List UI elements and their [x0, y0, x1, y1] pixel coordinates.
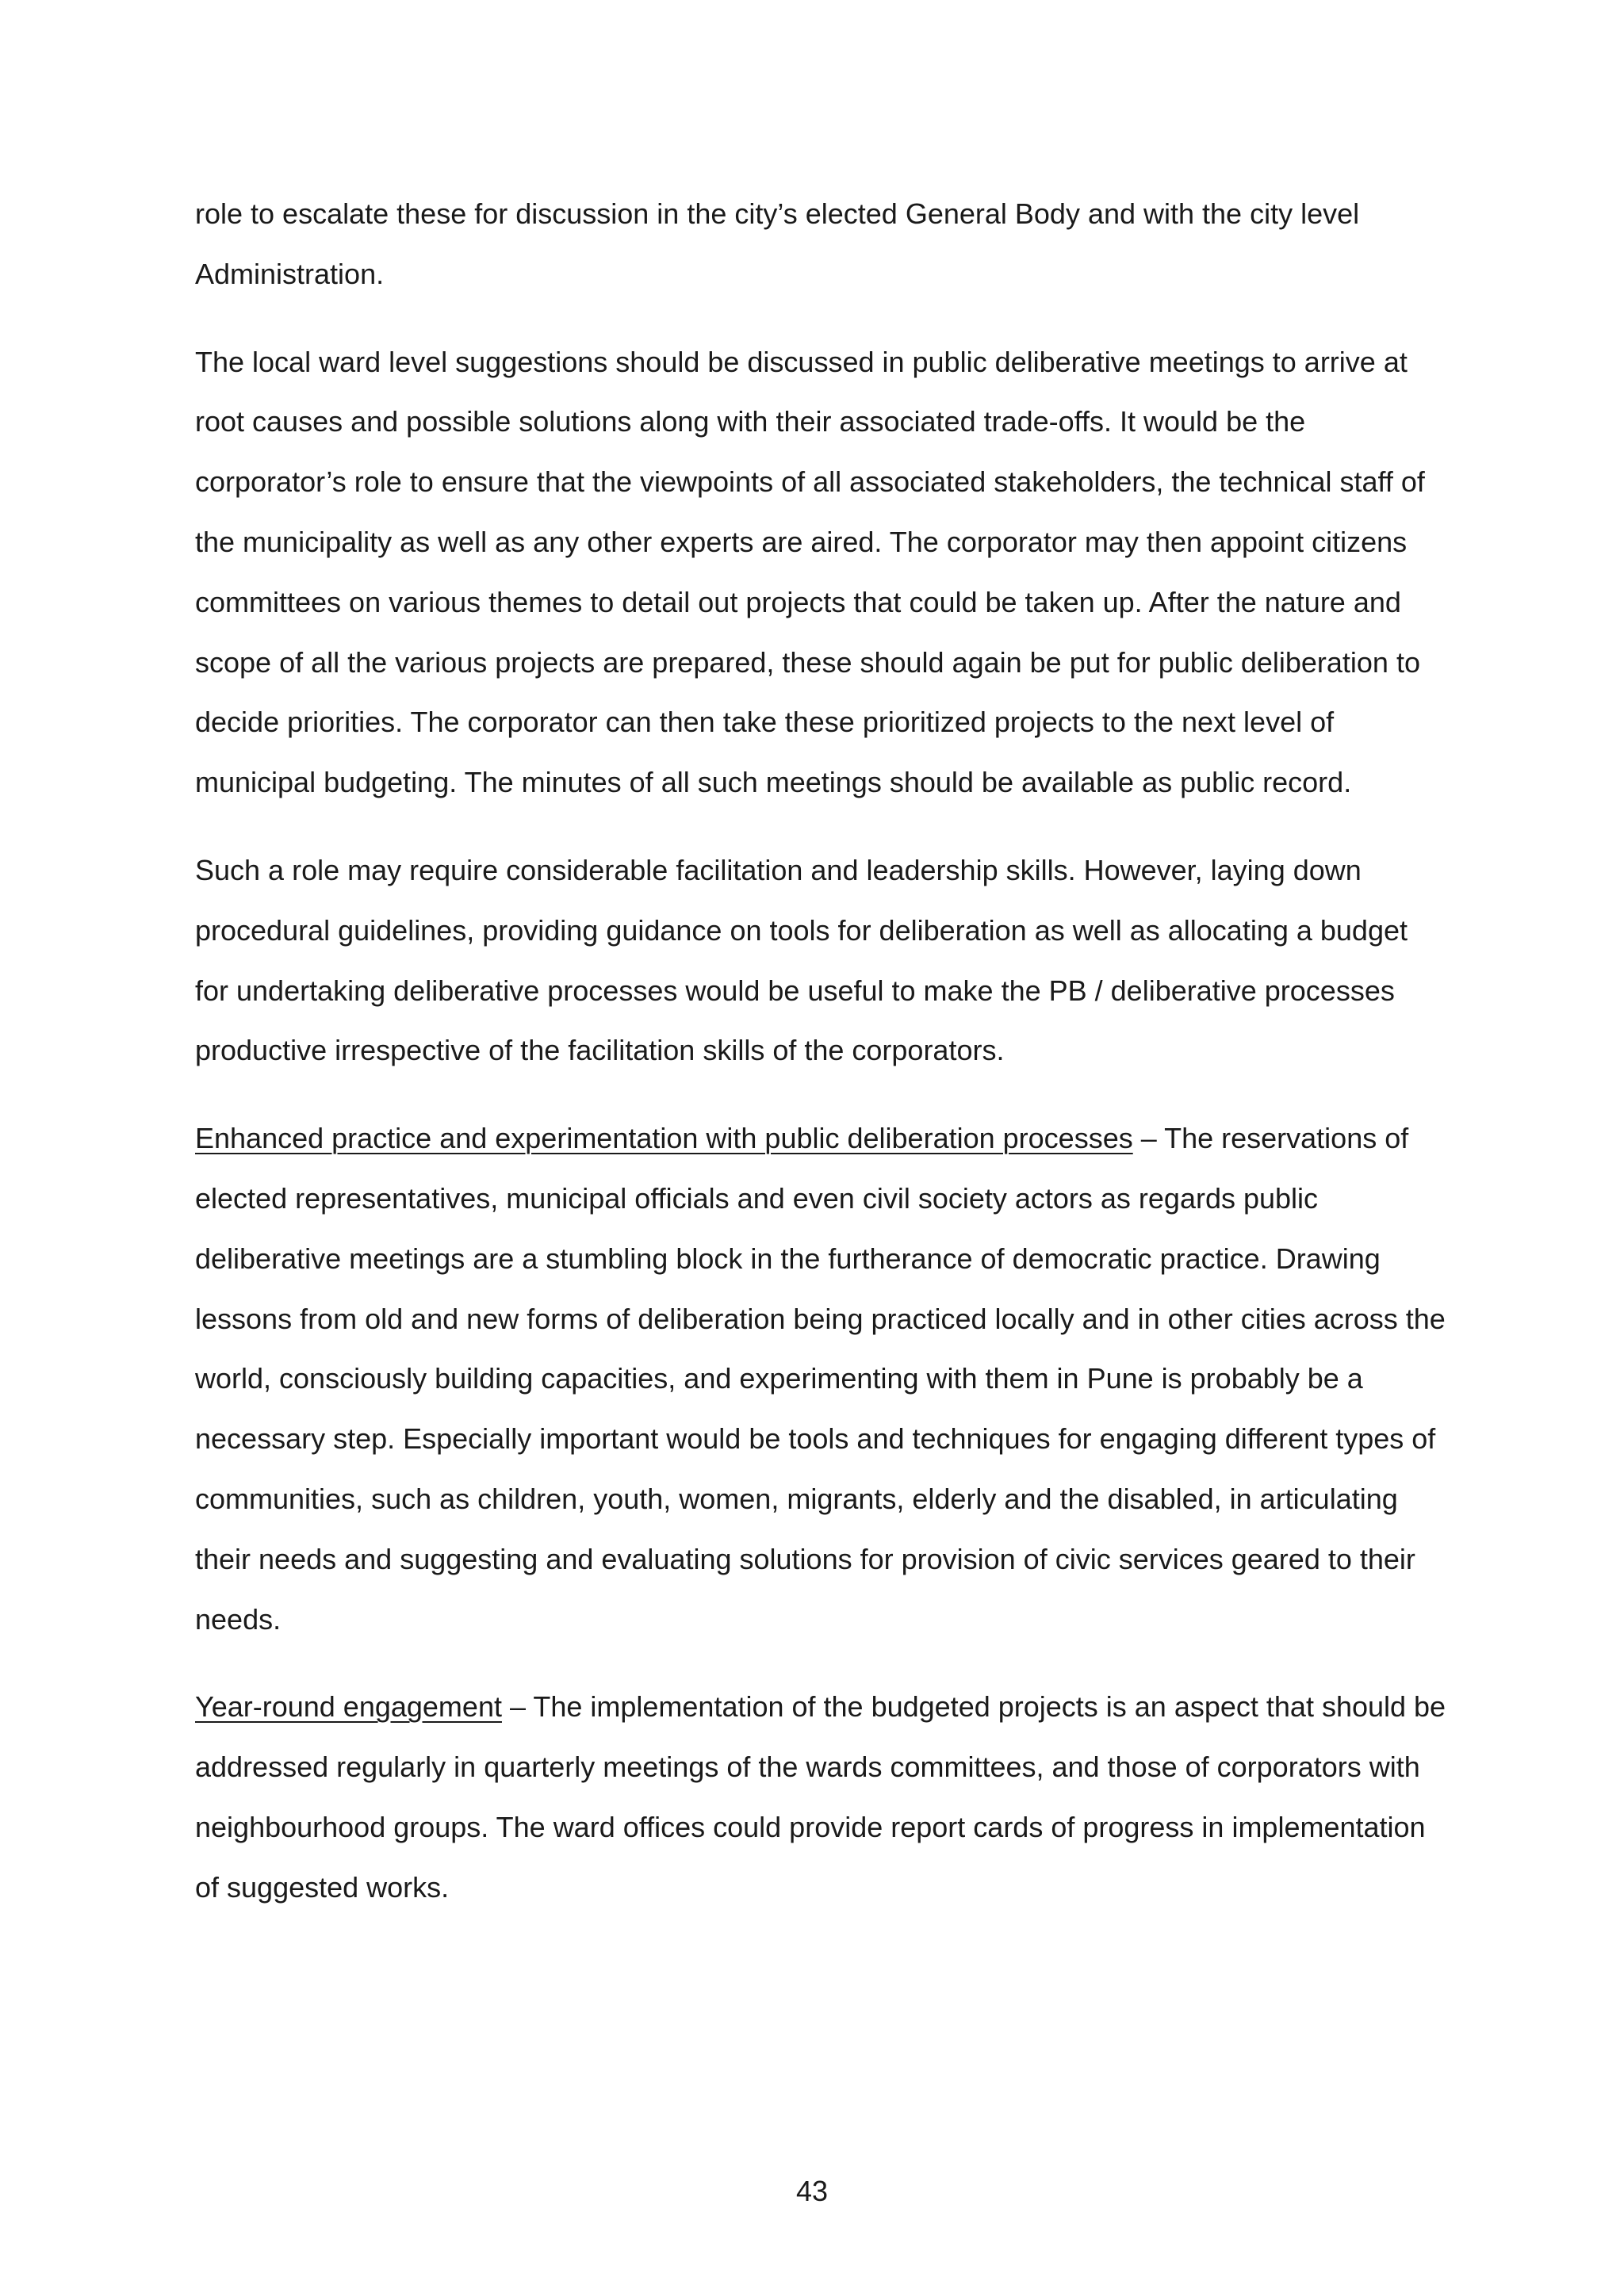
paragraph-facilitation-skills: [195, 840, 1448, 1081]
paragraph-heading: Enhanced practice and experimentation with public deliberation processes: [195, 1122, 1133, 1155]
paragraph-year-round-engagement: [195, 1677, 1448, 1917]
page-number: 43: [795, 2175, 829, 2207]
paragraph-text: The local ward level suggestions should be discussed in public deliberative meetings to arrive at root causes and possible solutions along with their associated trade-offs. It would be the corporator’s role to ensure that the viewpoints of all associated stakeholders, the technical staff of the municipality as well as any other experts are aired. The corporator may then appoint citizens committees on various themes to detail out projects that could be taken up. After the nature and scope of all the various projects are prepared, these should again be put for public deliberation to decide priorities. The corporator can then take these prioritized projects to the next level of municipal budgeting. The minutes of all such meetings should be available as public record.: [195, 345, 1425, 799]
paragraph-text: role to escalate these for discussion in the city’s elected General Body and with the city level Administration.: [195, 197, 1360, 290]
paragraph-enhanced-practice: [195, 1108, 1448, 1649]
body-text: [195, 184, 1448, 1946]
paragraph-text: – The implementation of the budgeted projects is an aspect that should be addressed regularly in quarterly meetings of the wards committees, and those of corporators with neighbourhood groups. The ward offices could provide report cards of progress in implementation of suggested works.: [195, 1690, 1446, 1904]
paragraph-text: – The reservations of elected representatives, municipal officials and even civil society actors as regards public deliberative meetings are a stumbling block in the furtherance of democratic practice. Drawing lessons from old and new forms of deliberation being practiced locally and in other cities across the world, consciously building capacities, and experimenting with them in Pune is probably be a necessary step. Especially important would be tools and techniques for engaging different types of communities, such as children, youth, women, migrants, elderly and the disabled, in articulating their needs and suggesting and evaluating solutions for provision of civic services geared to their needs.: [195, 1122, 1446, 1636]
paragraph-heading: Year-round engagement: [195, 1690, 502, 1724]
paragraph-ward-suggestions: [195, 332, 1448, 813]
paragraph-escalation: [195, 184, 1448, 304]
paragraph-text: Such a role may require considerable facilitation and leadership skills. However, laying down procedural guidelines, providing guidance on tools for deliberation as well as allocating a budget for undertaking deliberative processes would be useful to make the PB / deliberative processes productive irrespective of the facilitation skills of the corporators.: [195, 853, 1408, 1067]
